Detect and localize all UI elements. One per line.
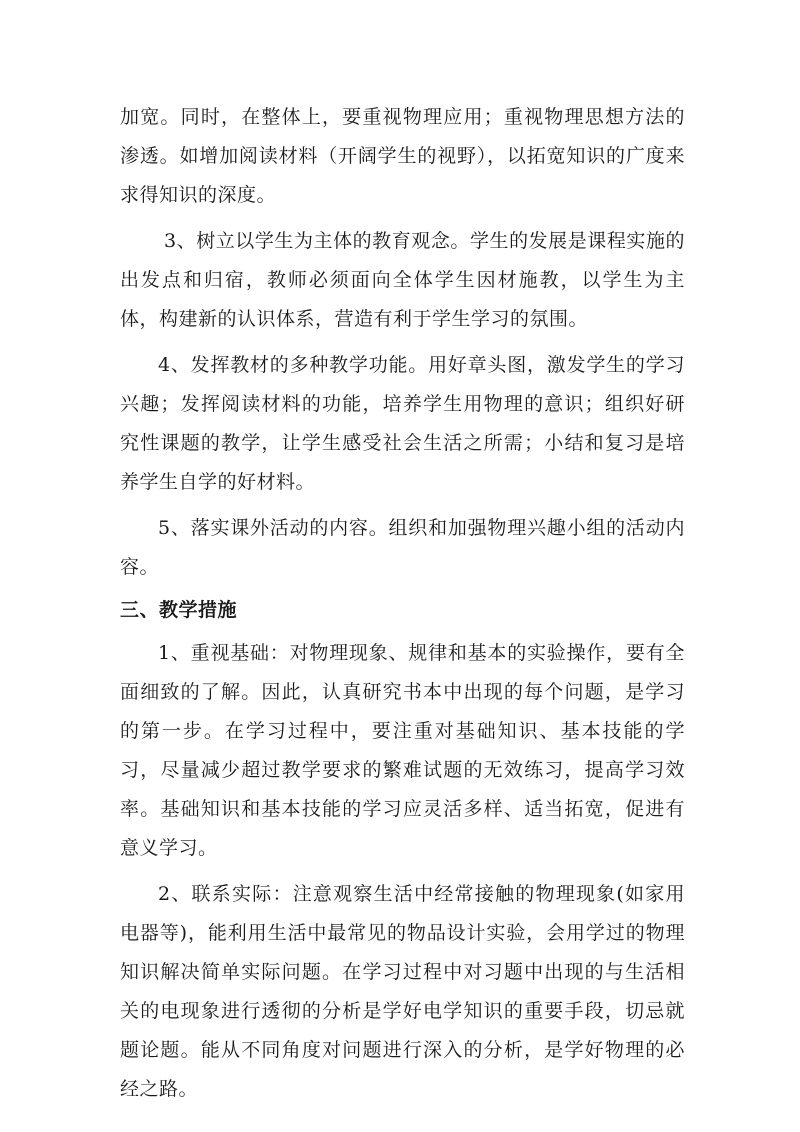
measure-item-2: 2、联系实际：注意观察生活中经常接触的物理现象(如家用电器等)，能利用生活中最常见的物品设计实验，会用学过的物理知识解决简单实际问题。在学习过程中对习题中出现的与生活相关的电现象进行透彻的分析是学好电学知识的重要手段，切忌就题论题。能从不同角度对问题进行深入的分析，是学好物理的必经之路。 [120, 883, 685, 1100]
paragraph-item-5: 5、落实课外活动的内容。组织和加强物理兴趣小组的活动内容。 [120, 517, 685, 578]
paragraph-item-3: 3、树立以学生为主体的教育观念。学生的发展是课程实施的出发点和归宿，教师必须面向全体学生因材施教，以学生为主体，构建新的认识体系，营造有利于学生学习的氛围。 [120, 230, 685, 330]
measure-item-1: 1、重视基础：对物理现象、规律和基本的实验操作，要有全面细致的了解。因此，认真研究书本中出现的每个问题，是学习的第一步。在学习过程中，要注重对基础知识、基本技能的学习，尽量减少超过教学要求的繁难试题的无效练习，提高学习效率。基础知识和基本技能的学习应灵活多样、适当拓宽，促进有意义学习。 [120, 642, 685, 859]
document-page [120, 98, 685, 1109]
paragraph-item-4: 4、发挥教材的多种教学功能。用好章头图，激发学生的学习兴趣；发挥阅读材料的功能，培养学生用物理的意识；组织好研究性课题的教学，让学生感受社会生活之所需；小结和复习是培养学生自学的好材料。 [120, 354, 685, 493]
paragraph-continuation: 加宽。同时，在整体上，要重视物理应用；重视物理思想方法的渗透。如增加阅读材料（开阔学生的视野），以拓宽知识的广度来求得知识的深度。 [120, 106, 685, 206]
section-heading: 三、教学措施 [120, 599, 238, 621]
